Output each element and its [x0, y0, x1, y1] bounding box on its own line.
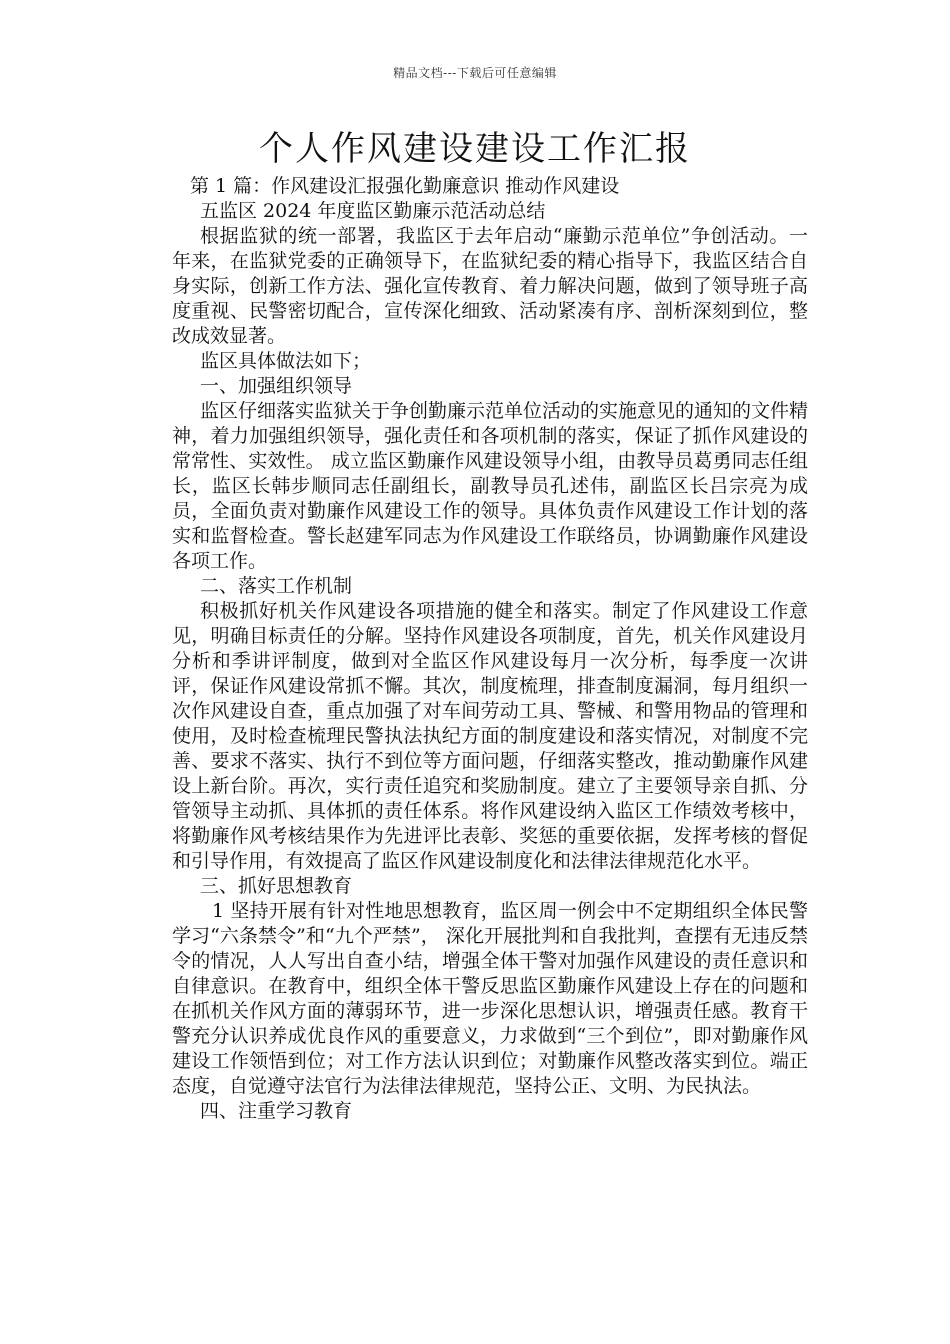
section-4-heading: 四、注重学习教育 — [200, 1100, 353, 1122]
section-1-heading: 一、加强组织领导 — [200, 375, 353, 397]
section-2-heading: 二、落实工作机制 — [200, 575, 353, 597]
section-1-body: 监区仔细落实监狱关于争创勤廉示范单位活动的实施意见的通知的文件精神，着力加强组织领导，强化责任和各项机制的落实，保证了抓作风建设的常常性、实效性。 成立监区勤廉作风建设领导小组，由教导员葛勇同志任组长，监区长韩步顺同志任副组长，副教导员孔述伟，副监区长吕宗亮为成员，全面负责对勤廉作风建设工作的领导。具体负责作风建设工作计划的落实和监督检查。警长赵建军同志为作风建设工作联络员，协调勤廉作风建设各项工作。 — [172, 400, 809, 572]
section-3-body: 1 坚持开展有针对性地思想教育，监区周一例会中不定期组织全体民警学习“六条禁令”和“九个严禁”， 深化开展批判和自我批判，查摆有无违反禁令的情况，人人写出自查小结，增强全体干警对加强作风建设的责任意识和自律意识。在教育中，组织全体干警反思监区勤廉作风建设上存在的问题和在抓机关作风方面的薄弱环节，进一步深化思想认识，增强责任感。教育干警充分认识养成优良作风的重要意义，力求做到“三个到位”，即对勤廉作风建设工作领悟到位；对工作方法认识到位；对勤廉作风整改落实到位。端正态度，自觉遵守法官行为法律法律规范，坚持公正、文明、为民执法。 — [172, 900, 808, 1097]
intro-paragraph: 根据监狱的统一部署，我监区于去年启动“廉勤示范单位”争创活动。一年来，在监狱党委的正确领导下，在监狱纪委的精心指导下，我监区结合自身实际，创新工作方法、强化宣传教育、着力解决问题，做到了领导班子高度重视、民警密切配合，宣传深化细致、活动紧凑有序、剖析深刻到位，整改成效显著。 — [172, 225, 808, 347]
section-2-body: 积极抓好机关作风建设各项措施的健全和落实。制定了作风建设工作意见，明确目标责任的分解。坚持作风建设各项制度，首先，机关作风建设月分析和季讲评制度，做到对全监区作风建设每月一次分析，每季度一次讲评，保证作风建设常抓不懈。其次，制度梳理，排查制度漏洞，每月组织一次作风建设自查，重点加强了对车间劳动工具、警械、和警用物品的管理和使用，及时检查梳理民警执法执纪方面的制度建设和落实情况，对制度不完善、要求不落实、执行不到位等方面问题，仔细落实整改，推动勤廉作风建设上新台阶。再次，实行责任追究和奖励制度。建立了主要领导亲自抓、分管领导主动抓、具体抓的责任体系。将作风建设纳入监区工作绩效考核中，将勤廉作风考核结果作为先进评比表彰、奖惩的重要依据，发挥考核的督促和引导作用，有效提高了监区作风建设制度化和法律法律规范化水平。 — [172, 600, 808, 872]
document-title: 个人作风建设建设工作汇报 — [259, 129, 691, 169]
report-title: 五监区 2024 年度监区勤廉示范活动总结 — [200, 200, 546, 222]
section-3-heading: 三、抓好思想教育 — [200, 875, 353, 897]
document-body — [172, 174, 808, 1124]
approach-intro: 监区具体做法如下； — [200, 350, 372, 372]
document-subtitle: 第 1 篇：作风建设汇报强化勤廉意识 推动作风建设 — [190, 175, 620, 197]
page-header-watermark: 精品文档---下载后可任意编辑 — [393, 66, 557, 80]
